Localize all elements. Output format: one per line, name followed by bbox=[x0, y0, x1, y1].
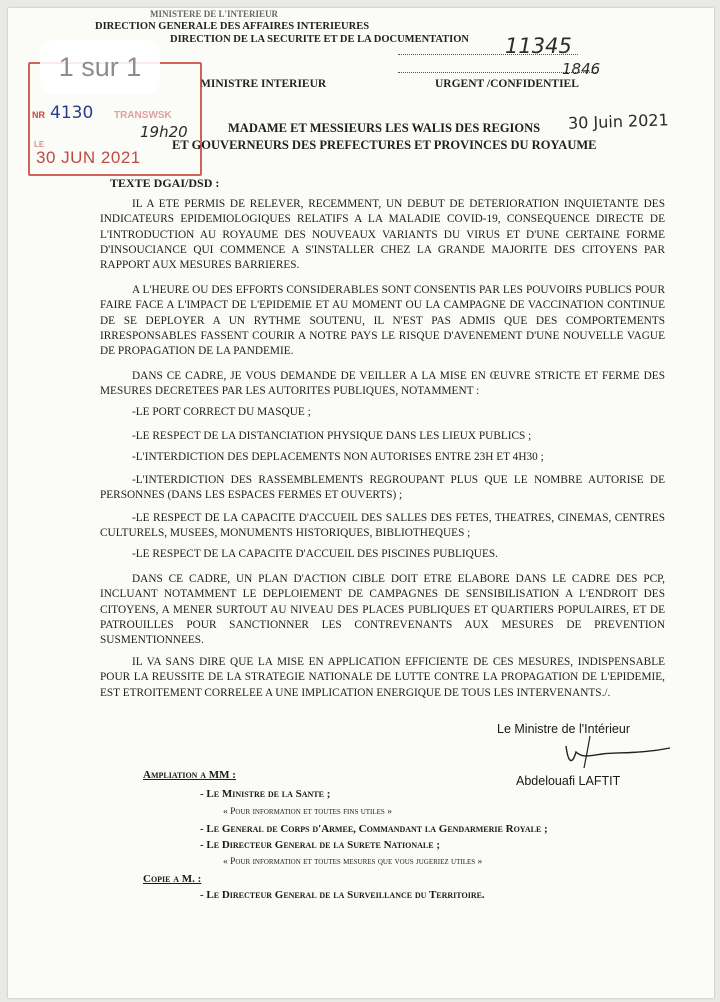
signatory-name: Abdelouafi LAFTIT bbox=[516, 774, 621, 788]
handwritten-ref-number: 11345 bbox=[505, 34, 572, 58]
addressee-line-2: ET GOUVERNEURS DES PREFECTURES ET PROVINCES DU ROYAUME bbox=[172, 138, 597, 152]
copie-label: Copie a M. : bbox=[143, 873, 202, 885]
list-item: -LE RESPECT DE LA CAPACITE D'ACCUEIL DES SALLES DES FETES, THEATRES, CINEMAS, CENTRES CULTURELS, MUSEES, MONUMENTS HISTORIQUES, BIBLIOTHEQUES ; bbox=[100, 512, 665, 540]
ministry-top-line: MINISTERE DE L'INTERIEUR bbox=[150, 9, 279, 17]
body-paragraph-2 bbox=[100, 283, 665, 359]
measure-list-3 bbox=[100, 450, 665, 465]
list-item: -L'INTERDICTION DES DEPLACEMENTS NON AUTORISES ENTRE 23H ET 4H30 ; bbox=[132, 451, 544, 463]
recipient-surete: - Le Directeur General de la Surete Nationale ; bbox=[200, 839, 441, 851]
paragraph-3-text: DANS CE CADRE, JE VOUS DEMANDE DE VEILLER A LA MISE EN ŒUVRE STRICTE ET FERME DES MESURES DECRETEES PAR LES AUTORITES PUBLIQUES, NOTAMMENT : bbox=[100, 370, 665, 398]
page-indicator: 1 sur 1 bbox=[40, 40, 160, 94]
measure-list-5 bbox=[100, 511, 665, 542]
stamp-handwritten-number: 4130 bbox=[50, 103, 94, 123]
handwritten-ref-number-2: 1846 bbox=[562, 60, 601, 78]
measure-list-6 bbox=[100, 547, 665, 562]
list-item: -LE RESPECT DE LA DISTANCIATION PHYSIQUE DANS LES LIEUX PUBLICS ; bbox=[132, 430, 532, 442]
recipient-surete-note: « Pour information et toutes mesures que vous jugeriez utiles » bbox=[223, 857, 483, 867]
paragraph-1-text: IL A ETE PERMIS DE RELEVER, RECEMMENT, UN DEBUT DE DETERIORATION INQUIETANTE DES INDICATEURS EPIDEMIOLOGIQUES RELATIFS A LA MALADIE COVID-19, CONSEQUENCE DIRECTE DE L'INTRODUCTION AU ROYAUME DES NOUVEAUX VARIANTS DU VIRUS ET D'UNE CERTAINE FORME D'INSOUCIANCE QUI COMMENCE A S'INSTALLER CHEZ LA GRANDE MAJORITE DES CITOYENS PAR RAPPORT AUX MESURES BARRIERES. bbox=[100, 198, 665, 272]
measure-list bbox=[100, 405, 665, 420]
list-item: -LE PORT CORRECT DU MASQUE ; bbox=[132, 406, 311, 418]
text-heading: TEXTE DGAI/DSD : bbox=[110, 176, 220, 190]
stamp-date-prefix: LE bbox=[34, 140, 45, 149]
body-paragraph-4 bbox=[100, 572, 665, 648]
stamp-prefix: NR bbox=[32, 110, 45, 120]
recipient-health: - Le Ministre de la Sante ; bbox=[200, 788, 331, 800]
measure-list-4 bbox=[100, 473, 665, 504]
recipient-dst: - Le Directeur General de la Surveillance du Territoire. bbox=[200, 889, 485, 901]
reception-time: 19h20 bbox=[140, 123, 188, 141]
signatory-title: Le Ministre de l'Intérieur bbox=[497, 722, 631, 736]
ampliation-label: Ampliation a MM : bbox=[143, 769, 236, 781]
body-paragraph-5 bbox=[100, 655, 665, 701]
paragraph-2-text: A L'HEURE OU DES EFFORTS CONSIDERABLES SONT CONSENTIS PAR LES POUVOIRS PUBLICS POUR FAIRE FACE A L'IMPACT DE L'EPIDEMIE ET AU MOMENT OU LA CAMPAGNE DE VACCINATION CONTINUE DE SE DEPLOYER A UN RYTHME SOUTENU, IL N'EST PAS ADMIS QUE DES COMPORTEMENTS IRRESPONSABLES FASSENT COURIR A NOTRE PAYS LE RISQUE D'AVENEMENT D'UNE NOUVELLE VAGUE DE PROPAGATION DE LA PANDEMIE. bbox=[100, 284, 665, 358]
recipient-health-note: « Pour information et toutes fins utiles » bbox=[223, 807, 392, 817]
handwritten-date: 30 Juin 2021 bbox=[567, 110, 670, 133]
stamp-date: 30 JUN 2021 bbox=[36, 148, 141, 167]
measure-list-2 bbox=[100, 429, 665, 444]
recipient-gendarmerie: - Le General de Corps d'Armee, Commandant la Gendarmerie Royale ; bbox=[200, 823, 548, 835]
sender-line: MINISTRE INTERIEUR bbox=[200, 78, 327, 90]
paragraph-4-text: DANS CE CADRE, UN PLAN D'ACTION CIBLE DOIT ETRE ELABORE DANS LE CADRE DES PCP, INCLUANT NOTAMMENT LE DEPLOIEMENT DE CAMPAGNES DE SENSIBILISATION A L'ENDROIT DES CITOYENS, A MENER SURTOUT AU NIVEAU DES PLACES PUBLIQUES ET QUARTIERS POPULAIRES, ET DE PATROUILLES POUR SANCTIONNER LES CONTREVENANTS AUX MESURES DE PREVENTION SUSMENTIONNEES. bbox=[100, 573, 665, 647]
addressee-line-1: MADAME ET MESSIEURS LES WALIS DES REGIONS bbox=[228, 121, 541, 135]
list-item: -LE RESPECT DE LA CAPACITE D'ACCUEIL DES PISCINES PUBLIQUES. bbox=[132, 548, 498, 560]
division-line: DIRECTION DE LA SECURITE ET DE LA DOCUMENTATION bbox=[170, 34, 470, 45]
handwritten-signature bbox=[560, 732, 680, 772]
direction-line: DIRECTION GENERALE DES AFFAIRES INTERIEURES bbox=[95, 21, 370, 32]
body-paragraph-1 bbox=[100, 197, 665, 273]
stamp-office-code: TRANSWSK bbox=[114, 110, 172, 121]
classification-line: URGENT /CONFIDENTIEL bbox=[435, 78, 579, 90]
list-item: -L'INTERDICTION DES RASSEMBLEMENTS REGROUPANT PLUS QUE LE NOMBRE AUTORISE DE PERSONNES (DANS LES ESPACES FERMES ET OUVERTS) ; bbox=[100, 474, 665, 502]
body-paragraph-3 bbox=[100, 369, 665, 400]
paragraph-5-text: IL VA SANS DIRE QUE LA MISE EN APPLICATION EFFICIENTE DE CES MESURES, INDISPENSABLE POUR LA REUSSITE DE LA STRATEGIE NATIONALE DE LUTTE CONTRE LA PROPAGATION DE L'EPIDEMIE, EST ETROITEMENT CORRELEE A UNE IMPLICATION ENERGIQUE DE TOUS LES INTERVENANTS./. bbox=[100, 656, 665, 699]
